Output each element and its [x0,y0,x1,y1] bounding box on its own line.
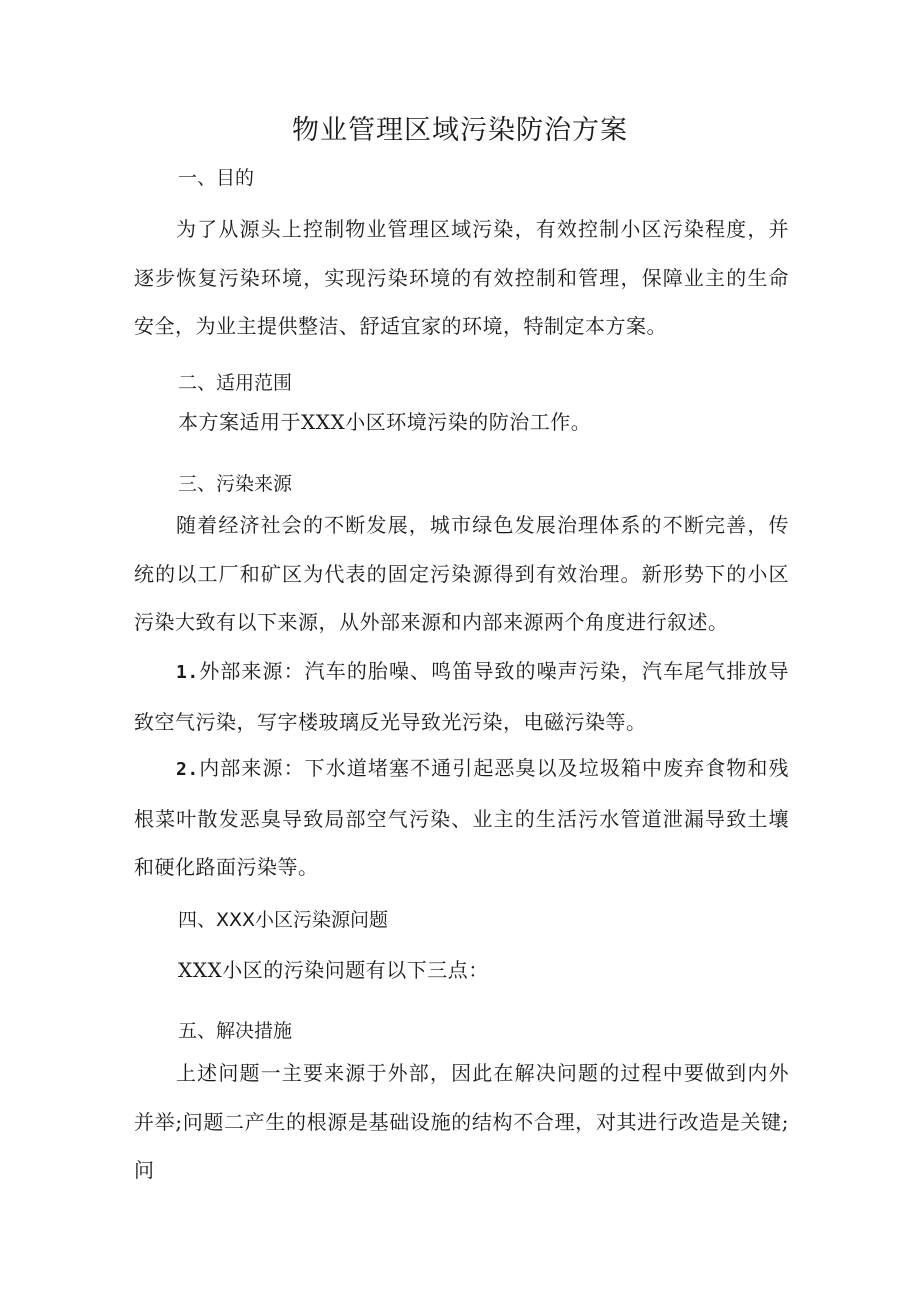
list-number-1: 1. [176,662,199,683]
list-text-external: 外部来源：汽车的胎噪、鸣笛导致的噪声污染，汽车尾气排放导致空气污染，写字楼玻璃反光导致光污染，电磁污染等。 [134,659,789,734]
list-item-external [134,647,789,746]
paragraph-measures: 上述问题一主要来源于外部，因此在解决问题的过程中要做到内外并举;问题二产生的根源是基础设施的结构不合理，对其进行改造是关键;问 [134,1061,789,1182]
list-item-internal [134,744,789,892]
section-heading-sources: 三、污染来源 [178,473,293,495]
section-heading-purpose: 一、目的 [178,167,255,189]
list-number-2: 2. [176,759,199,780]
section-heading-scope: 二、适用范围 [178,372,293,394]
section-heading-measures: 五、解决措施 [178,1020,293,1042]
page-title: 物业管理区域污染防治方案 [292,115,628,146]
paragraph-purpose: 为了从源头上控制物业管理区域污染，有效控制小区污染程度，并逐步恢复污染环境，实现污染环境的有效控制和管理，保障业主的生命安全，为业主提供整洁、舒适宜家的环境，特制定本方案。 [134,217,789,338]
list-text-internal: 内部来源：下水道堵塞不通引起恶臭以及垃圾箱中废弃食物和残根菜叶散发恶臭导致局部空气污染、业主的生活污水管道泄漏导致土壤和硬化路面污染等。 [134,756,789,879]
section-heading-problems: 四、XXX小区污染源问题 [178,909,389,931]
paragraph-problems: XXX小区的污染问题有以下三点： [178,958,489,982]
paragraph-sources: 随着经济社会的不断发展，城市绿色发展治理体系的不断完善，传统的以工厂和矿区为代表的固定污染源得到有效治理。新形势下的小区污染大致有以下来源，从外部来源和内部来源两个角度进行叙述。 [134,513,789,634]
paragraph-scope: 本方案适用于XXX小区环境污染的防治工作。 [178,410,592,434]
